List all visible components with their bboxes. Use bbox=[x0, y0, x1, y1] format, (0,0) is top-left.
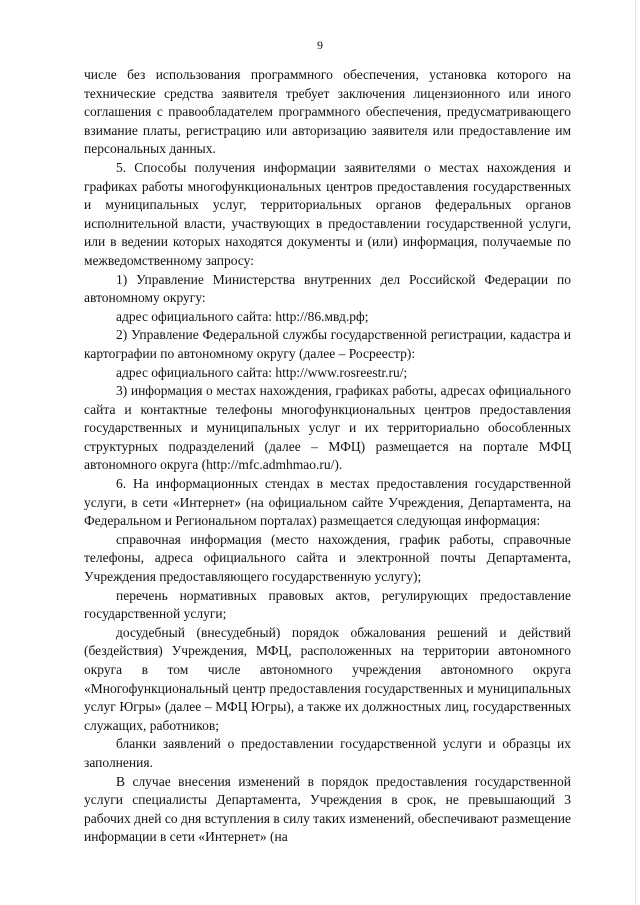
paragraph-changes: В случае внесения изменений в порядок предоставления государственной услуги специалисты Департамента, Учреждения в срок, не превышающий 3 рабочих дней со дня вступления в силу таких изменений, обеспечивают размещение информации в сети «Интернет» (на bbox=[84, 773, 571, 845]
paragraph-appeal-procedure: досудебный (внесудебный) порядок обжалования решений и действий (бездействия) Учреждения, МФЦ, расположенных на территории автономного округа в том числе автономного учреждения автономного округа «Многофункциональный центр предоставления государственных и муниципальных услуг Югры» (далее – МФЦ Югры), а также их должностных лиц, государственных служащих, работников; bbox=[84, 624, 571, 733]
scan-edge-line bbox=[635, 0, 636, 905]
paragraph-rosreestr: 2) Управление Федеральной службы государственной регистрации, кадастра и картографии по автономному округу (далее – Росреестр): bbox=[84, 327, 571, 361]
paragraph-forms: бланки заявлений о предоставлении государственной услуги и образцы их заполнения. bbox=[84, 736, 571, 770]
paragraph-continuation: числе без использования программного обеспечения, установка которого на технические средства заявителя требует заключения лицензионного или иного соглашения с правообладателем программного обеспечения, предусматривающего взимание платы, регистрацию или авторизацию заявителя или предоставление им персональных данных. bbox=[84, 67, 571, 157]
paragraph-rosreestr-site: адрес официального сайта: http://www.rosreestr.ru/; bbox=[116, 364, 408, 380]
paragraph-item-6: 6. На информационных стендах в местах предоставления государственной услуги, в сети «Интернет» (на официальном сайте Учреждения, Департамента, на Федеральном и Региональном порталах) размещается следующая информация: bbox=[84, 476, 571, 529]
paragraph-mvd: 1) Управление Министерства внутренних дел Российской Федерации по автономному округу: bbox=[84, 271, 571, 306]
paragraph-legal-acts: перечень нормативных правовых актов, регулирующих предоставление государственной услуги; bbox=[84, 587, 571, 622]
document-body bbox=[84, 66, 571, 847]
page-number: 9 bbox=[317, 38, 323, 52]
paragraph-mvd-site: адрес официального сайта: http://86.мвд.рф; bbox=[116, 308, 369, 324]
paragraph-reference-info: справочная информация (место нахождения, график работы, справочные телефоны, адреса официального сайта и электронной почты Департамента, Учреждения предоставляющего государственную услугу); bbox=[84, 531, 571, 585]
paragraph-mfc-info: 3) информация о местах нахождения, графиках работы, адресах официального сайта и контактные телефоны многофункциональных центров предоставления государственных и муниципальных услуг и их территориально обособленных структурных подразделений (далее – МФЦ) размещается на портале МФЦ автономного округа (http://mfc.admhmao.ru/). bbox=[84, 383, 571, 473]
paragraph-item-5: 5. Способы получения информации заявителями о местах нахождения и графиках работы многофункциональных центров предоставления государственных и муниципальных услуг, территориальных органов федеральных органов исполнительной власти, участвующих в предоставлении государственной услуги, или в ведении которых находятся документы и (или) информация, получаемые по межведомственному запросу: bbox=[84, 159, 571, 268]
